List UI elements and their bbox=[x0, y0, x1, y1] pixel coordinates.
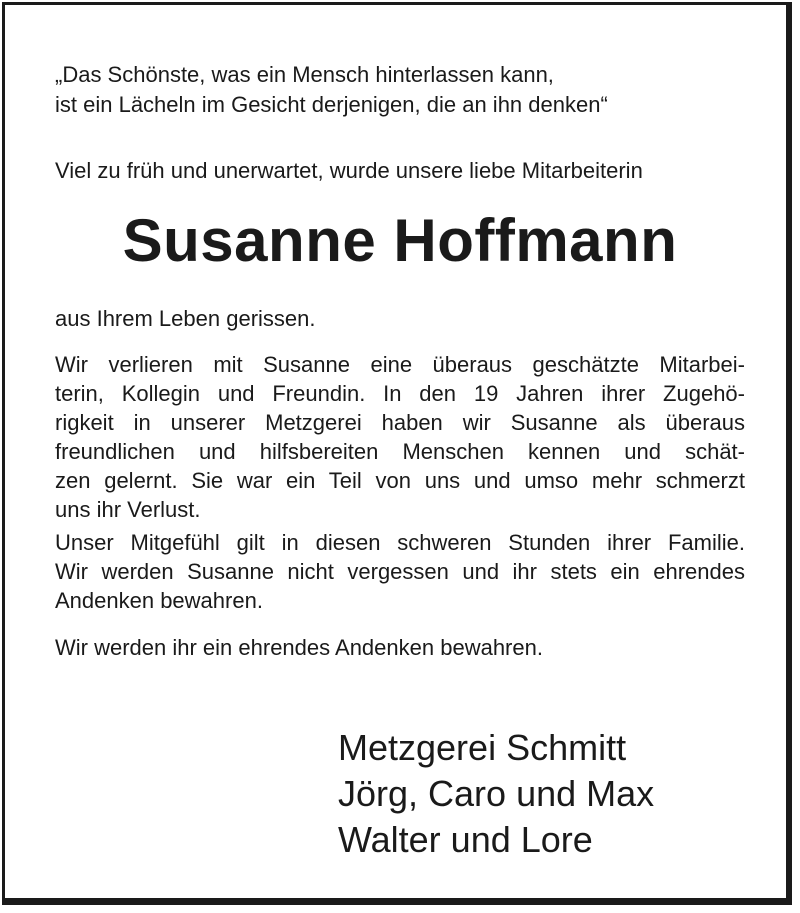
paragraph-condolence bbox=[55, 528, 745, 615]
paragraph-tribute-line: rigkeit in unserer Metzgerei haben wir Susanne als überaus bbox=[55, 410, 745, 435]
paragraph-condolence-line: Wir werden Susanne nicht vergessen und ihr stets ein ehrendes bbox=[55, 559, 745, 584]
deceased-name: Susanne Hoffmann bbox=[122, 207, 678, 274]
after-name-text: aus Ihrem Leben gerissen. bbox=[55, 306, 316, 331]
paragraph-tribute-line: terin, Kollegin und Freundin. In den 19 Jahren ihrer Zugehö- bbox=[55, 381, 745, 406]
paragraph-tribute bbox=[55, 350, 745, 524]
paragraph-tribute-line: Wir verlieren mit Susanne eine überaus geschätzte Mitarbei- bbox=[55, 352, 745, 377]
opening-quote bbox=[55, 60, 745, 120]
paragraph-condolence-line: Andenken bewahren. bbox=[55, 588, 263, 613]
paragraph-tribute-line: freundlichen und hilfsbereiten Menschen kennen und schät- bbox=[55, 439, 745, 464]
paragraph-condolence-line: Unser Mitgefühl gilt in diesen schweren Stunden ihrer Familie. bbox=[55, 530, 745, 555]
signatory-family: Jörg, Caro und Max bbox=[338, 773, 655, 814]
signatory-company: Metzgerei Schmitt bbox=[338, 727, 627, 768]
obituary-body bbox=[55, 60, 745, 663]
intro-text: Viel zu früh und unerwartet, wurde unsere liebe Mitarbeiterin bbox=[55, 158, 643, 183]
quote-line-2: ist ein Lächeln im Gesicht derjenigen, die an ihn denken“ bbox=[55, 92, 608, 117]
paragraph-tribute-line: zen gelernt. Sie war ein Teil von uns und umso mehr schmerzt bbox=[55, 468, 745, 493]
quote-line-1: „Das Schönste, was ein Mensch hinterlassen kann, bbox=[55, 62, 554, 87]
signatory-seniors: Walter und Lore bbox=[338, 819, 593, 860]
closing-sentence: Wir werden ihr ein ehrendes Andenken bewahren. bbox=[55, 635, 543, 660]
signatories bbox=[338, 725, 654, 863]
paragraph-tribute-line: uns ihr Verlust. bbox=[55, 497, 201, 522]
